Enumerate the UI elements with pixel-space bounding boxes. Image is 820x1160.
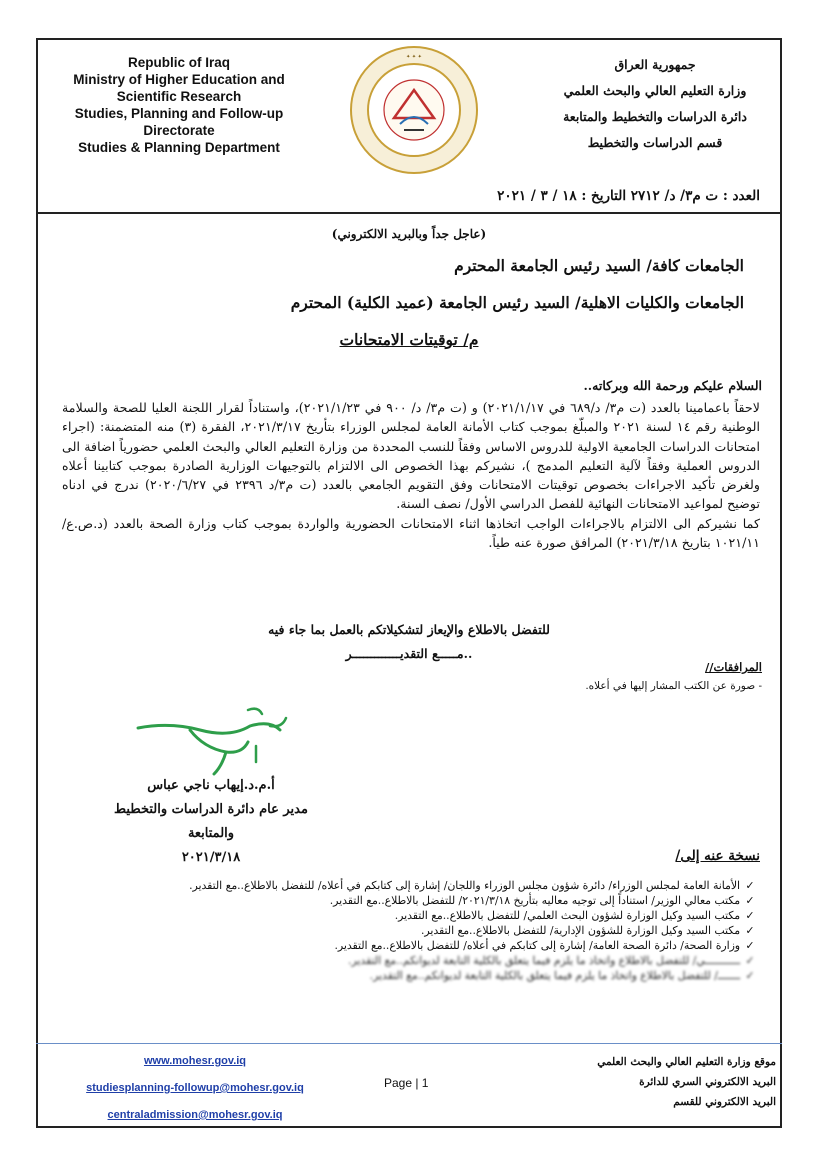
checkmark-icon: ✓: [745, 954, 755, 967]
body-paragraph-1: لاحقاً باعمامينا بالعدد (ت م٣/ د/٦٨٩ في ٢٠٢١/١/١٧) و (ت م٣/ د/ ٩٠٠ في ٢٠٢١/١/٢٣)، واستناداً لقرار اللجنة العليا للصحة والسلامة الوطنية رقم ١٤ لسنة ٢٠٢١ والمبلّغ بموجب كتاب الأمانة العامة لمجلس الوزراء بتأريخ ٢٠٢١/٣/١٧، الفقرة (٣) منه المتضمنة: (اجراء امتحانات الدراسات الجامعية الاولية للدروس الاساس وفقاً للنسب المحددة من وزارة التعليم العالي والبحث العلمي حضورياً اضافة الى الدروس العملية وفقاً لآلية التعليم المدمج )، نشيركم بهذا الخصوص الى الالتزام بالتوجيهات الوزارية الصادرة بموجب كتابينا أعلاه ولغرض تأكيد الاجراءات بخصوص توقيتات الامتحانات وفق التقويم الجامعي بالعدد (ت م٣/د ٢٣٩٦ في ٢٠٢٠/٦/٢٧) ندرج في ادناه توضيح لمواعيد الامتحانات النهائية للفصل الدراسي الأول/ نصف السنة.: [62, 400, 760, 512]
signatory-title: مدير عام دائرة الدراسات والتخطيط والمتابعة: [114, 802, 308, 841]
copy-item: ✓ وزارة الصحة/ دائرة الصحة العامة/ إشارة إلى كتابكم في أعلاه/ للتفضل بالاطلاع..مع التقدير.: [60, 938, 760, 953]
copies-list: [60, 878, 760, 983]
header-ar-line: جمهورية العراق: [614, 57, 696, 72]
email-link-department[interactable]: centraladmission@mohesr.gov.iq: [107, 1109, 283, 1121]
header-en-line: Scientific Research: [116, 89, 242, 104]
footer-ar-line: البريد الالكتروني السري للدائرة: [639, 1076, 776, 1088]
subject-text: م/ توقيتات الامتحانات: [339, 330, 479, 349]
page-number: Page | 1: [384, 1076, 429, 1090]
copy-item: ✓ ـــــــ/ للتفضل بالاطلاع واتخاذ ما يلزم فيما يتعلق بالكلية التابعة لديوانكم..مع التقدير.: [60, 968, 760, 983]
body-paragraph-2: كما نشيركم الى الالتزام بالاجراءات الواجب اتخاذها اثناء الامتحانات الحضورية والواردة بموجب كتاب وزارة الصحة بالعدد (د.ص.ع/١٠٢١/١١ بتاريخ ٢٠٢١/٣/١٨) المرافق صورة عنه طياً.: [62, 515, 760, 551]
handwritten-signature: [130, 700, 300, 780]
footer-arabic: [576, 1052, 776, 1112]
copy-item: ✓ مكتب السيد وكيل الوزارة لشؤون البحث العلمي/ للتفضل بالاطلاع..مع التقدير.: [60, 908, 760, 923]
footer-links: [60, 1048, 330, 1129]
urgent-note: (عاجل جداً وبالبريد الالكتروني): [331, 227, 487, 241]
closing-regards: ..مـــــع التقديـــــــــــــر: [345, 646, 473, 661]
letter-body: [62, 398, 760, 552]
copy-item: ✓ مكتب معالي الوزير/ استناداً إلى توجيه معاليه بتأريخ ٢٠٢١/٣/١٨/ للتفضل بالاطلاع..مع التقدير.: [60, 893, 760, 908]
svg-text:✦ ✦ ✦: ✦ ✦ ✦: [406, 54, 422, 60]
header-ar-line: دائرة الدراسات والتخطيط والمتابعة: [563, 109, 747, 124]
reference-number-date: العدد : ت م٣/ د/ ٢٧١٢ التاريخ : ١٨ / ٣ / ٢٠٢١: [497, 188, 760, 204]
header-en-line: Studies, Planning and Follow-up: [74, 106, 284, 121]
copy-item: ✓ مكتب السيد وكيل الوزارة للشؤون الإدارية/ للتفضل بالاطلاع..مع التقدير.: [60, 923, 760, 938]
header-divider: [36, 212, 782, 214]
footer-divider: [36, 1043, 782, 1044]
ministry-logo-icon: [348, 44, 480, 176]
header-english: [54, 54, 304, 156]
header-en-line: Ministry of Higher Education and: [73, 72, 285, 87]
header-en-line: Directorate: [143, 123, 215, 138]
header-en-line: Studies & Planning Department: [78, 140, 280, 155]
closing-request: للتفضل بالاطلاع والإيعاز لتشكيلاتكم بالعمل بما جاء فيه: [268, 622, 550, 637]
letter-subject: [36, 330, 782, 349]
attachment-item: - صورة عن الكتب المشار إليها في أعلاه.: [585, 680, 762, 692]
checkmark-icon: ✓: [745, 894, 755, 907]
checkmark-icon: ✓: [745, 969, 755, 982]
signatory-block: [96, 774, 326, 870]
attachments-title: المرافقات//: [705, 660, 762, 674]
checkmark-icon: ✓: [745, 939, 755, 952]
header-en-line: Republic of Iraq: [127, 55, 230, 70]
addressee-line-2: الجامعات والكليات الاهلية/ السيد رئيس الجامعة (عميد الكلية) المحترم: [290, 293, 744, 312]
checkmark-icon: ✓: [745, 879, 755, 892]
footer-ar-line: البريد الالكتروني للقسم: [673, 1096, 776, 1108]
website-link[interactable]: www.mohesr.gov.iq: [143, 1055, 247, 1067]
checkmark-icon: ✓: [745, 924, 755, 937]
email-link-directorate[interactable]: studiesplanning-followup@mohesr.gov.iq: [86, 1082, 304, 1094]
copy-item: ✓ الأمانة العامة لمجلس الوزراء/ دائرة شؤون مجلس الوزراء واللجان/ إشارة إلى كتابكم في أعلاه/ للتفضل بالاطلاع..مع التقدير.: [60, 878, 760, 893]
greeting: السلام عليكم ورحمة الله وبركاته..: [583, 378, 762, 393]
header-arabic: [550, 52, 760, 156]
footer-ar-line: موقع وزارة التعليم العالي والبحث العلمي: [597, 1056, 776, 1068]
header-ar-line: قسم الدراسات والتخطيط: [587, 135, 723, 150]
copy-item: ✓ ـــــــــــي/ للتفضل بالاطلاع واتخاذ ما يلزم فيما يتعلق بالكلية التابعة لديوانكم..مع التقدير.: [60, 953, 760, 968]
header-ar-line: وزارة التعليم العالي والبحث العلمي: [563, 83, 747, 98]
signature-date: ٢٠٢١/٣/١٨: [181, 850, 241, 865]
addressee-line-1: الجامعات كافة/ السيد رئيس الجامعة المحترم: [454, 256, 744, 275]
checkmark-icon: ✓: [745, 909, 755, 922]
signatory-name: أ.م.د.إيهاب ناجي عباس: [147, 778, 275, 793]
copies-title: نسخة عنه إلى/: [675, 848, 760, 864]
